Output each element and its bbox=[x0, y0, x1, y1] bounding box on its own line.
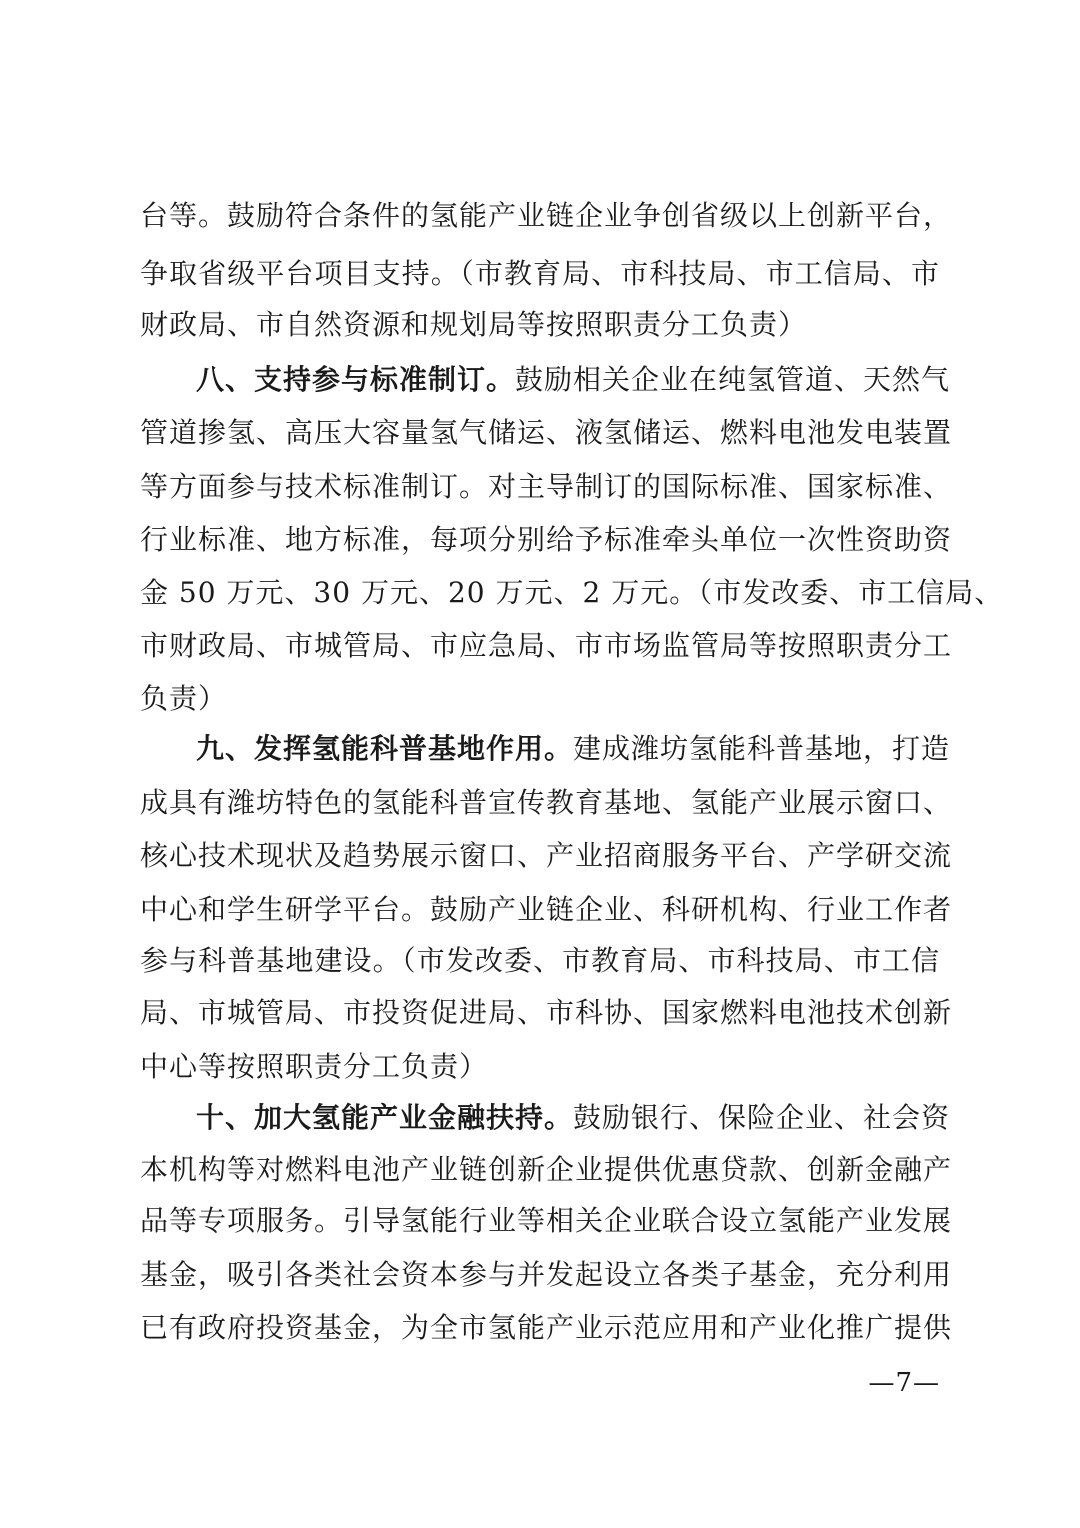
text-span: 鼓励银行、保险企业、社会资 bbox=[573, 1101, 951, 1134]
page-number: —7— bbox=[868, 1368, 940, 1398]
section-heading-9: 九、发挥氢能科普基地作用。 bbox=[196, 732, 574, 765]
text-line: 行业标准、地方标准，每项分别给予标准牵头单位一次性资助资 bbox=[140, 523, 953, 556]
text-span: 鼓励相关企业在纯氢管道、天然气 bbox=[515, 363, 951, 396]
text-line: 财政局、市自然资源和规划局等按照职责分工负责） bbox=[140, 308, 808, 341]
text-line: 成具有潍坊特色的氢能科普宣传教育基地、氢能产业展示窗口、 bbox=[140, 786, 953, 819]
text-line: 核心技术现状及趋势展示窗口、产业招商服务平台、产学研交流 bbox=[140, 839, 953, 872]
text-line: 等方面参与技术标准制订。对主导制订的国际标准、国家标准、 bbox=[140, 470, 953, 503]
text-line: 争取省级平台项目支持。（市教育局、市科技局、市工信局、市 bbox=[140, 257, 940, 290]
text-line: 负责） bbox=[140, 682, 228, 715]
text-span: 建成潍坊氢能科普基地，打造 bbox=[573, 732, 951, 765]
text-line: 基金，吸引各类社会资本参与并发起设立各类子基金，充分利用 bbox=[140, 1258, 953, 1291]
text-line: 市财政局、市城管局、市应急局、市市场监管局等按照职责分工 bbox=[140, 629, 953, 662]
paragraph-first-line bbox=[196, 726, 951, 772]
paragraph-first-line bbox=[196, 357, 951, 403]
section-heading-10: 十、加大氢能产业金融扶持。 bbox=[196, 1101, 574, 1134]
text-line: 中心等按照职责分工负责） bbox=[140, 1050, 489, 1083]
paragraph-first-line bbox=[196, 1095, 951, 1141]
text-line: 管道掺氢、高压大容量氢气储运、液氢储运、燃料电池发电装置 bbox=[140, 416, 953, 449]
text-line: 中心和学生研学平台。鼓励产业链企业、科研机构、行业工作者 bbox=[140, 893, 953, 926]
text-line: 品等专项服务。引导氢能行业等相关企业联合设立氢能产业发展 bbox=[140, 1204, 953, 1237]
text-line: 本机构等对燃料电池产业链创新企业提供优惠贷款、创新金融产 bbox=[140, 1153, 953, 1186]
text-line: 局、市城管局、市投资促进局、市科协、国家燃料电池技术创新 bbox=[140, 996, 953, 1029]
text-line: 参与科普基地建设。（市发改委、市教育局、市科技局、市工信 bbox=[140, 944, 940, 977]
text-line: 台等。鼓励符合条件的氢能产业链企业争创省级以上创新平台， bbox=[140, 199, 953, 232]
section-heading-8: 八、支持参与标准制订。 bbox=[196, 363, 516, 396]
text-line: 已有政府投资基金，为全市氢能产业示范应用和产业化推广提供 bbox=[140, 1311, 953, 1344]
text-line: 金 50 万元、30 万元、20 万元、2 万元。（市发改委、市工信局、 bbox=[140, 576, 1004, 609]
